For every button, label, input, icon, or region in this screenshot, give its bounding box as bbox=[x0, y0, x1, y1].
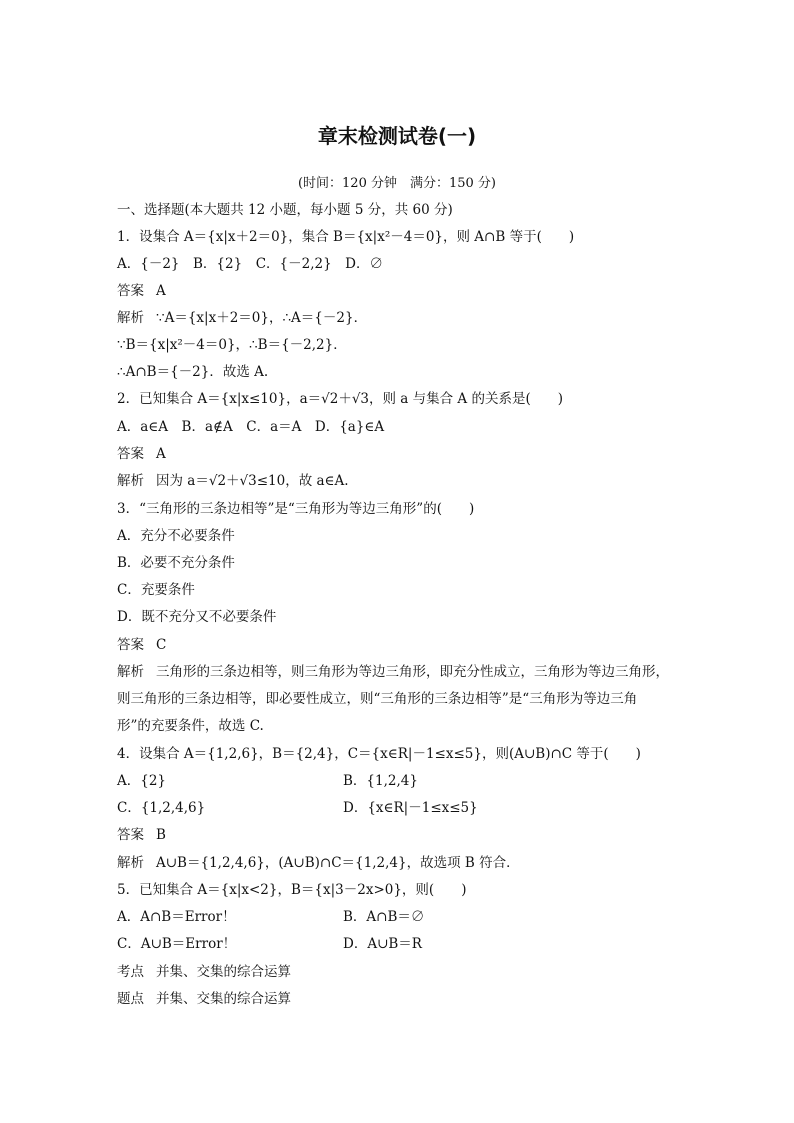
q4-answer: B bbox=[156, 827, 166, 843]
q5-tidian-line bbox=[117, 989, 291, 1009]
q2-stem: 2．已知集合 A＝{x|x≤10}，a＝√2＋√3，则 a 与集合 A 的关系是( ) bbox=[117, 391, 564, 407]
q1-answer: A bbox=[156, 283, 166, 299]
tidian-label: 题点 bbox=[117, 991, 144, 1007]
q3-sol1: 三角形的三条边相等，则三角形为等边三角形，即充分性成立，三角形为等边三角形， bbox=[156, 664, 669, 680]
q3-answer: C bbox=[156, 637, 167, 653]
q3-sol2: 则三角形的三条边相等，即必要性成立，则“三角形的三条边相等”是“三角形为等边三角 bbox=[117, 691, 638, 707]
answer-label: 答案 bbox=[117, 446, 144, 462]
q5-option-b: B．A∩B＝∅ bbox=[343, 909, 425, 925]
q2-options: A．a∈A B．a∉A C．a＝A D．{a}∈A bbox=[117, 419, 385, 435]
q3-stem: 3．“三角形的三条边相等”是“三角形为等边三角形”的( ) bbox=[117, 501, 475, 517]
q3-sol3: 形”的充要条件，故选 C. bbox=[117, 718, 264, 734]
exam-meta: (时间：120 分钟 满分：150 分) bbox=[297, 176, 497, 191]
q5-option-c: C．A∪B＝Error！ bbox=[117, 936, 237, 952]
analysis-label: 解析 bbox=[117, 855, 144, 871]
q4-answer-line bbox=[117, 825, 166, 845]
q1-sol2: ∵B＝{x|x²－4＝0}，∴B＝{－2,2}． bbox=[117, 337, 347, 353]
q1-sol3: ∴A∩B＝{－2}．故选 A. bbox=[117, 364, 269, 380]
analysis-label: 解析 bbox=[117, 310, 144, 326]
q1-sol1: ∵A＝{x|x＋2＝0}，∴A＝{－2}． bbox=[156, 310, 368, 326]
section-heading: 一、选择题(本大题共 12 小题，每小题 5 分，共 60 分) bbox=[117, 202, 453, 218]
q1-stem: 1．设集合 A＝{x|x＋2＝0}，集合 B＝{x|x²－4＝0}，则 A∩B 等于( ) bbox=[117, 229, 575, 245]
q2-answer: A bbox=[156, 446, 166, 462]
q3-option-a: A．充分不必要条件 bbox=[117, 528, 235, 544]
answer-label: 答案 bbox=[117, 283, 144, 299]
q2-analysis-line bbox=[117, 471, 349, 491]
q1-options: A．{－2} B．{2} C．{－2,2} D．∅ bbox=[117, 256, 384, 272]
q5-kaodian-line bbox=[117, 962, 291, 982]
q3-answer-line bbox=[117, 635, 166, 655]
q3-option-b: B．必要不充分条件 bbox=[117, 555, 235, 571]
q4-sol1: A∪B＝{1,2,4,6}，(A∪B)∩C＝{1,2,4}，故选项 B 符合． bbox=[156, 855, 520, 871]
q5-option-a: A．A∩B＝Error！ bbox=[117, 909, 236, 925]
q5-kaodian: 并集、交集的综合运算 bbox=[156, 964, 291, 980]
answer-label: 答案 bbox=[117, 827, 144, 843]
q1-analysis-line bbox=[117, 308, 367, 328]
q2-answer-line bbox=[117, 444, 166, 464]
kaodian-label: 考点 bbox=[117, 964, 144, 980]
q3-option-d: D．既不充分又不必要条件 bbox=[117, 609, 277, 625]
q5-option-d: D．A∪B＝R bbox=[343, 936, 422, 952]
q3-analysis-line bbox=[117, 662, 669, 682]
q4-option-b: B．{1,2,4} bbox=[343, 773, 418, 789]
answer-label: 答案 bbox=[117, 637, 144, 653]
analysis-label: 解析 bbox=[117, 473, 144, 489]
q4-option-a: A．{2} bbox=[117, 773, 167, 789]
page-title: 章末检测试卷(一) bbox=[317, 124, 477, 148]
q5-stem: 5．已知集合 A＝{x|x<2}，B＝{x|3－2x>0}，则( ) bbox=[117, 882, 467, 898]
q1-answer-line bbox=[117, 281, 166, 301]
q4-stem: 4．设集合 A＝{1,2,6}，B＝{2,4}，C＝{x∈R|－1≤x≤5}，则(A∪B)∩C 等于( ) bbox=[117, 746, 641, 762]
q4-option-d: D．{x∈R|－1≤x≤5} bbox=[343, 800, 478, 816]
analysis-label: 解析 bbox=[117, 664, 144, 680]
q3-option-c: C．充要条件 bbox=[117, 582, 195, 598]
q2-sol1: 因为 a＝√2＋√3≤10，故 a∈A. bbox=[156, 473, 349, 489]
q4-analysis-line bbox=[117, 853, 520, 873]
q5-tidian: 并集、交集的综合运算 bbox=[156, 991, 291, 1007]
q4-option-c: C．{1,2,4,6} bbox=[117, 800, 206, 816]
